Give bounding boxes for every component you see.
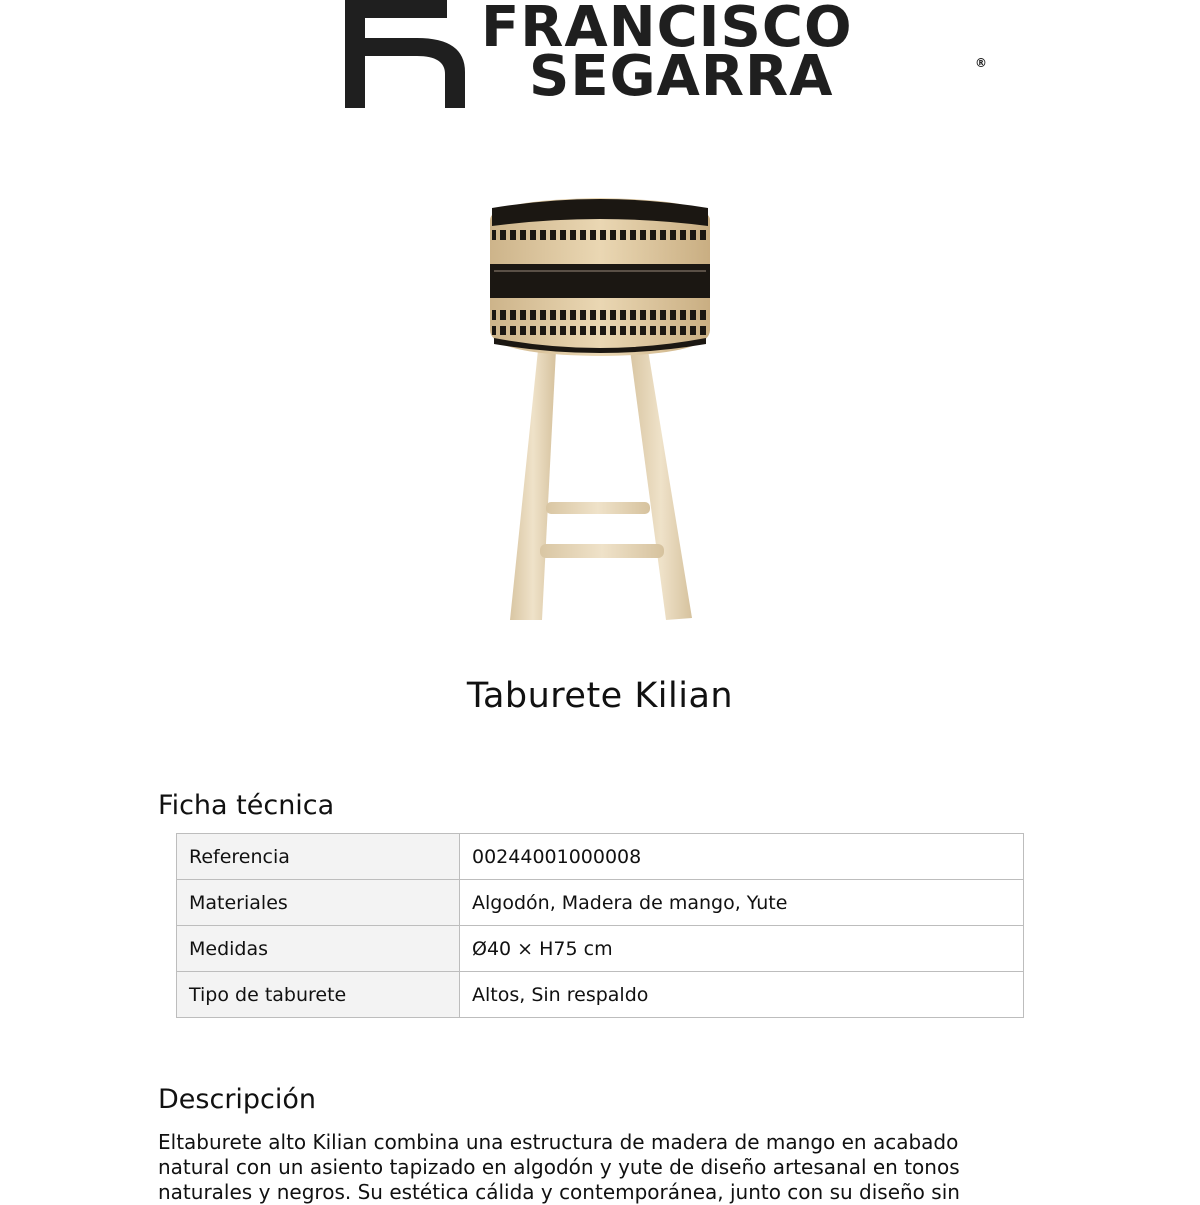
description-text: Eltaburete alto Kilian combina una estructura de madera de mango en acabado natural con un asiento tapizado en algodón y yute de diseño artesanal en tonos naturales y negros. Su estética cálida y contemporánea, junto con su diseño sin xyxy=(158,1130,960,1204)
brand-name-line2: SEGARRA xyxy=(529,44,834,109)
spec-label: Tipo de taburete xyxy=(177,972,460,1018)
table-row xyxy=(177,926,1024,972)
brand-logo xyxy=(345,0,987,112)
table-row xyxy=(177,880,1024,926)
description-heading: Descripción xyxy=(158,1084,317,1115)
spec-value: Ø40 × H75 cm xyxy=(460,926,1024,972)
spec-sheet-heading: Ficha técnica xyxy=(158,790,335,821)
table-row xyxy=(177,834,1024,880)
fs-monogram-icon xyxy=(345,0,465,110)
product-title: Taburete Kilian xyxy=(466,676,734,716)
registered-mark: ® xyxy=(975,56,987,70)
spec-label: Referencia xyxy=(177,834,460,880)
spec-label: Materiales xyxy=(177,880,460,926)
brand-name-line1: FRANCISCO xyxy=(481,0,853,60)
table-row xyxy=(177,972,1024,1018)
spec-label: Medidas xyxy=(177,926,460,972)
spec-value: 00244001000008 xyxy=(460,834,1024,880)
spec-table xyxy=(176,833,1024,1018)
spec-value: Altos, Sin respaldo xyxy=(460,972,1024,1018)
spec-value: Algodón, Madera de mango, Yute xyxy=(460,880,1024,926)
bar-stool-photo xyxy=(480,190,720,630)
